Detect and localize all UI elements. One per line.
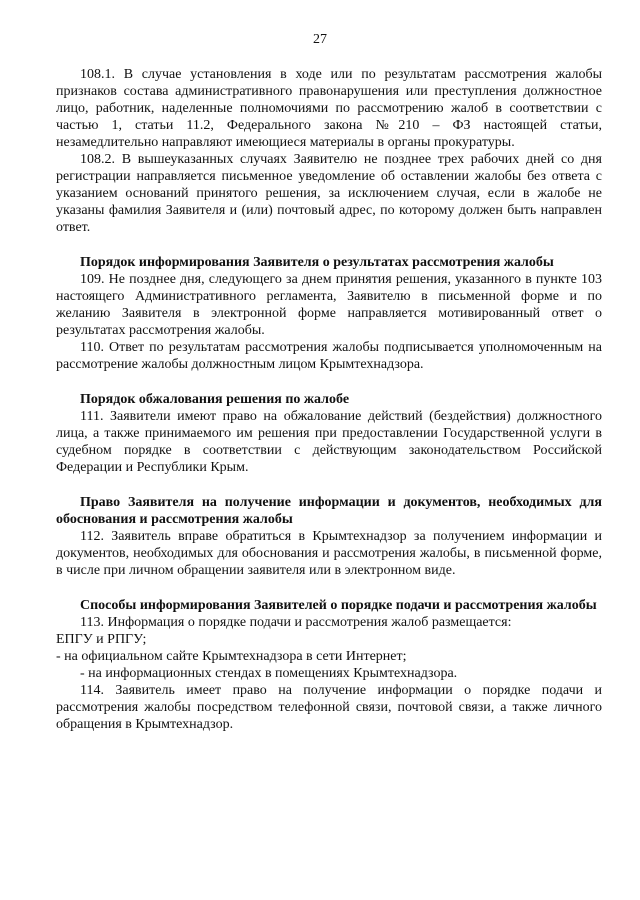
section-heading: Порядок информирования Заявителя о результатах рассмотрения жалобы: [80, 255, 554, 270]
paragraph-111: 111. Заявители имеют право на обжалование действий (бездействия) должностного лица, а также принимаемого им решения при предоставлении Государственной услуги в судебном порядке в соответствии с действующим законодательством Российской Федерации и Республики Крым.: [56, 409, 602, 475]
list-item: - на информационных стендах в помещениях Крымтехнадзора.: [80, 666, 458, 681]
list-item: ЕПГУ и РПГУ;: [56, 632, 147, 647]
paragraph-108-2: 108.2. В вышеуказанных случаях Заявителю не позднее трех рабочих дней со дня регистрации направляется письменное уведомление об оставлении жалобы без ответа с указанием оснований принятого решения, за исключением случая, если в жалобе не указаны фамилия Заявителя и (или) почтовый адрес, по которому должен быть направлен ответ.: [56, 152, 602, 235]
paragraph-108-1: 108.1. В случае установления в ходе или по результатам рассмотрения жалобы признаков состава административного правонарушения или преступления должностное лицо, работник, наделенные полномочиями по рассмотрению жалоб в соответствии с частью 1, статьи 11.2, Федерального закона №210 – ФЗ настоящей статьи, незамедлительно направляют имеющиеся материалы в органы прокуратуры.: [56, 67, 602, 150]
paragraph-114: 114. Заявитель имеет право на получение информации о порядке подачи и рассмотрения жалобы посредством телефонной связи, почтовой связи, а также личного обращения в Крымтехнадзор.: [56, 683, 602, 732]
paragraph-113: 113. Информация о порядке подачи и рассмотрения жалоб размещается:: [80, 615, 512, 630]
section-right-to-information: [56, 494, 602, 579]
page-number: 27: [313, 32, 327, 47]
section-informing-methods: [56, 597, 602, 733]
section-prosecution-referral: [56, 66, 602, 236]
list-item: - на официальном сайте Крымтехнадзора в сети Интернет;: [56, 649, 407, 664]
section-appeal-decision: [56, 391, 602, 476]
paragraph-112: 112. Заявитель вправе обратиться в Крымтехнадзор за получением информации и документов, необходимых для обоснования и рассмотрения жалобы, в письменной форме, в числе при личном обращении заявителя или в электронном виде.: [56, 529, 602, 578]
document-body: [56, 66, 602, 733]
paragraph-110: 110. Ответ по результатам рассмотрения жалобы подписывается уполномоченным на рассмотрение жалобы должностным лицом Крымтехнадзора.: [56, 340, 602, 372]
section-heading: Право Заявителя на получение информации и документов, необходимых для обоснования и рассмотрения жалобы: [56, 495, 602, 527]
section-heading: Способы информирования Заявителей о порядке подачи и рассмотрения жалобы: [80, 598, 597, 613]
section-heading: Порядок обжалования решения по жалобе: [80, 392, 350, 407]
paragraph-109: 109. Не позднее дня, следующего за днем принятия решения, указанного в пункте 103 настоящего Административного регламента, Заявителю в письменной форме и по желанию Заявителя в электронной форме направляется мотивированный ответ о результатах рассмотрения жалобы.: [56, 272, 602, 338]
section-informing-results: [56, 254, 602, 373]
